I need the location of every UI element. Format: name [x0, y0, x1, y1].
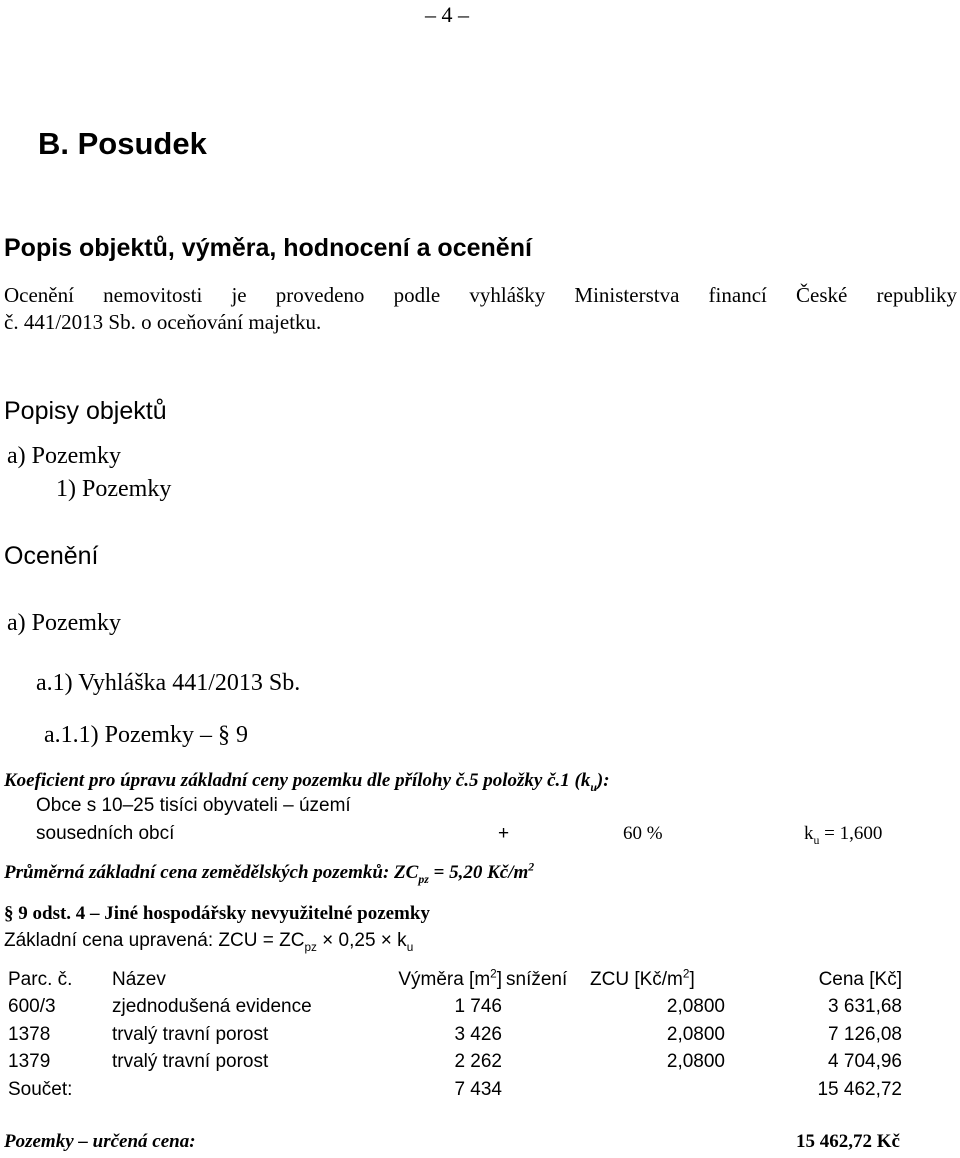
koeficient-percent: 60 % — [623, 823, 663, 844]
sum-empty-snizeni — [502, 1076, 590, 1104]
header-zcu-text: ZCU [Kč/m — [590, 968, 683, 990]
prumerna-cena — [4, 862, 534, 884]
cell-snizeni — [502, 1049, 590, 1077]
header-nazev: Název — [112, 968, 166, 990]
koeficient-label-text: Koeficient pro úpravu základní ceny pozemku dle přílohy č.5 položky č.1 (k — [4, 770, 591, 791]
cell-zcu: 2,0800 — [666, 1023, 725, 1045]
final-price-value: 15 462,72 Kč — [796, 1131, 900, 1152]
odst-heading: § 9 odst. 4 – Jiné hospodářsky nevyužitelné pozemky — [4, 903, 430, 924]
prumerna-sup: 2 — [528, 860, 535, 874]
koeficient-desc-line-2: sousedních obcí — [36, 823, 175, 844]
cell-zcu: 2,0800 — [666, 1051, 725, 1073]
popisy-item-a: a) Pozemky — [7, 443, 121, 469]
koeficient-label-sub: u — [590, 780, 597, 794]
zaklad-sub-pz: pz — [304, 940, 317, 954]
ku-sub: u — [813, 833, 820, 847]
intro-line-1: Ocenění nemovitosti je provedeno podle vyhlášky Ministerstva financí České republiky — [4, 283, 957, 307]
sum-empty-zcu — [590, 1076, 725, 1104]
header-cena: Cena [Kč] — [818, 968, 902, 990]
koeficient-label — [4, 770, 610, 792]
prumerna-text: Průměrná základní cena zemědělských pozemků: ZC — [4, 862, 419, 883]
sum-empty-nazev — [112, 1076, 374, 1104]
koeficient-label-end: ): — [596, 770, 610, 791]
table-row — [4, 1021, 902, 1049]
table-row — [4, 1049, 902, 1077]
subsection-title: Popis objektů, výměra, hodnocení a ocenění — [4, 234, 532, 262]
cell-nazev: trvalý travní porost — [112, 1051, 269, 1073]
header-vymera — [374, 966, 502, 994]
header-zcu-sup: 2 — [682, 967, 690, 981]
cell-snizeni — [502, 994, 590, 1022]
popisy-item-a1: 1) Pozemky — [56, 476, 172, 502]
cell-snizeni — [502, 1021, 590, 1049]
page-number: – 4 – — [425, 2, 469, 27]
ku-symbol: k — [804, 823, 814, 844]
cell-parc: 1378 — [8, 1023, 51, 1045]
header-zcu-end: ] — [689, 968, 695, 990]
cell-zcu: 2,0800 — [666, 996, 725, 1018]
popisy-title: Popisy objektů — [4, 397, 167, 425]
header-parc: Parc. č. — [8, 968, 73, 990]
header-snizeni: snížení — [506, 968, 568, 990]
header-vymera-text: Výměra [m — [398, 968, 491, 990]
section-title: B. Posudek — [38, 126, 207, 161]
sum-label: Součet: — [8, 1078, 73, 1100]
cell-vymera: 1 746 — [454, 996, 502, 1018]
zaklad-sub-u: u — [406, 940, 414, 954]
cell-vymera: 2 262 — [454, 1051, 502, 1073]
sum-cena: 15 462,72 — [817, 1078, 902, 1100]
cell-cena: 4 704,96 — [828, 1051, 902, 1073]
final-price-label: Pozemky – určená cena: — [4, 1131, 196, 1152]
cell-cena: 3 631,68 — [828, 996, 902, 1018]
header-zcu — [590, 966, 725, 994]
table-header-row — [4, 966, 902, 994]
cell-parc: 600/3 — [8, 996, 56, 1018]
cell-parc: 1379 — [8, 1051, 51, 1073]
cell-cena: 7 126,08 — [828, 1023, 902, 1045]
table-row — [4, 994, 902, 1022]
koeficient-desc-line-1: Obce s 10–25 tisíci obyvateli – území — [36, 795, 351, 816]
koeficient-sign: + — [498, 823, 510, 844]
cell-nazev: zjednodušená evidence — [112, 996, 312, 1018]
cell-nazev: trvalý travní porost — [112, 1023, 269, 1045]
oceneni-item-a11: a.1.1) Pozemky – § 9 — [44, 722, 248, 748]
header-vymera-sup: 2 — [490, 967, 497, 981]
zakladni-cena-formula — [4, 930, 413, 952]
koeficient-ku-value — [804, 823, 882, 845]
prumerna-value: = 5,20 Kč/m — [428, 862, 529, 883]
table-sum-row — [4, 1076, 902, 1104]
zaklad-text: Základní cena upravená: ZCU = ZC — [4, 930, 305, 951]
intro-line-2: č. 441/2013 Sb. o oceňování majetku. — [4, 310, 322, 334]
ku-number: = 1,600 — [819, 823, 883, 844]
sum-vymera: 7 434 — [454, 1078, 502, 1100]
header-vymera-end: ] — [496, 968, 502, 990]
oceneni-item-a1: a.1) Vyhláška 441/2013 Sb. — [36, 670, 301, 696]
oceneni-title: Ocenění — [4, 542, 99, 570]
parcel-table — [4, 966, 902, 1104]
cell-vymera: 3 426 — [454, 1023, 502, 1045]
prumerna-sub: pz — [418, 872, 429, 886]
zaklad-mid: × 0,25 × k — [316, 930, 407, 951]
oceneni-item-a: a) Pozemky — [7, 610, 121, 636]
